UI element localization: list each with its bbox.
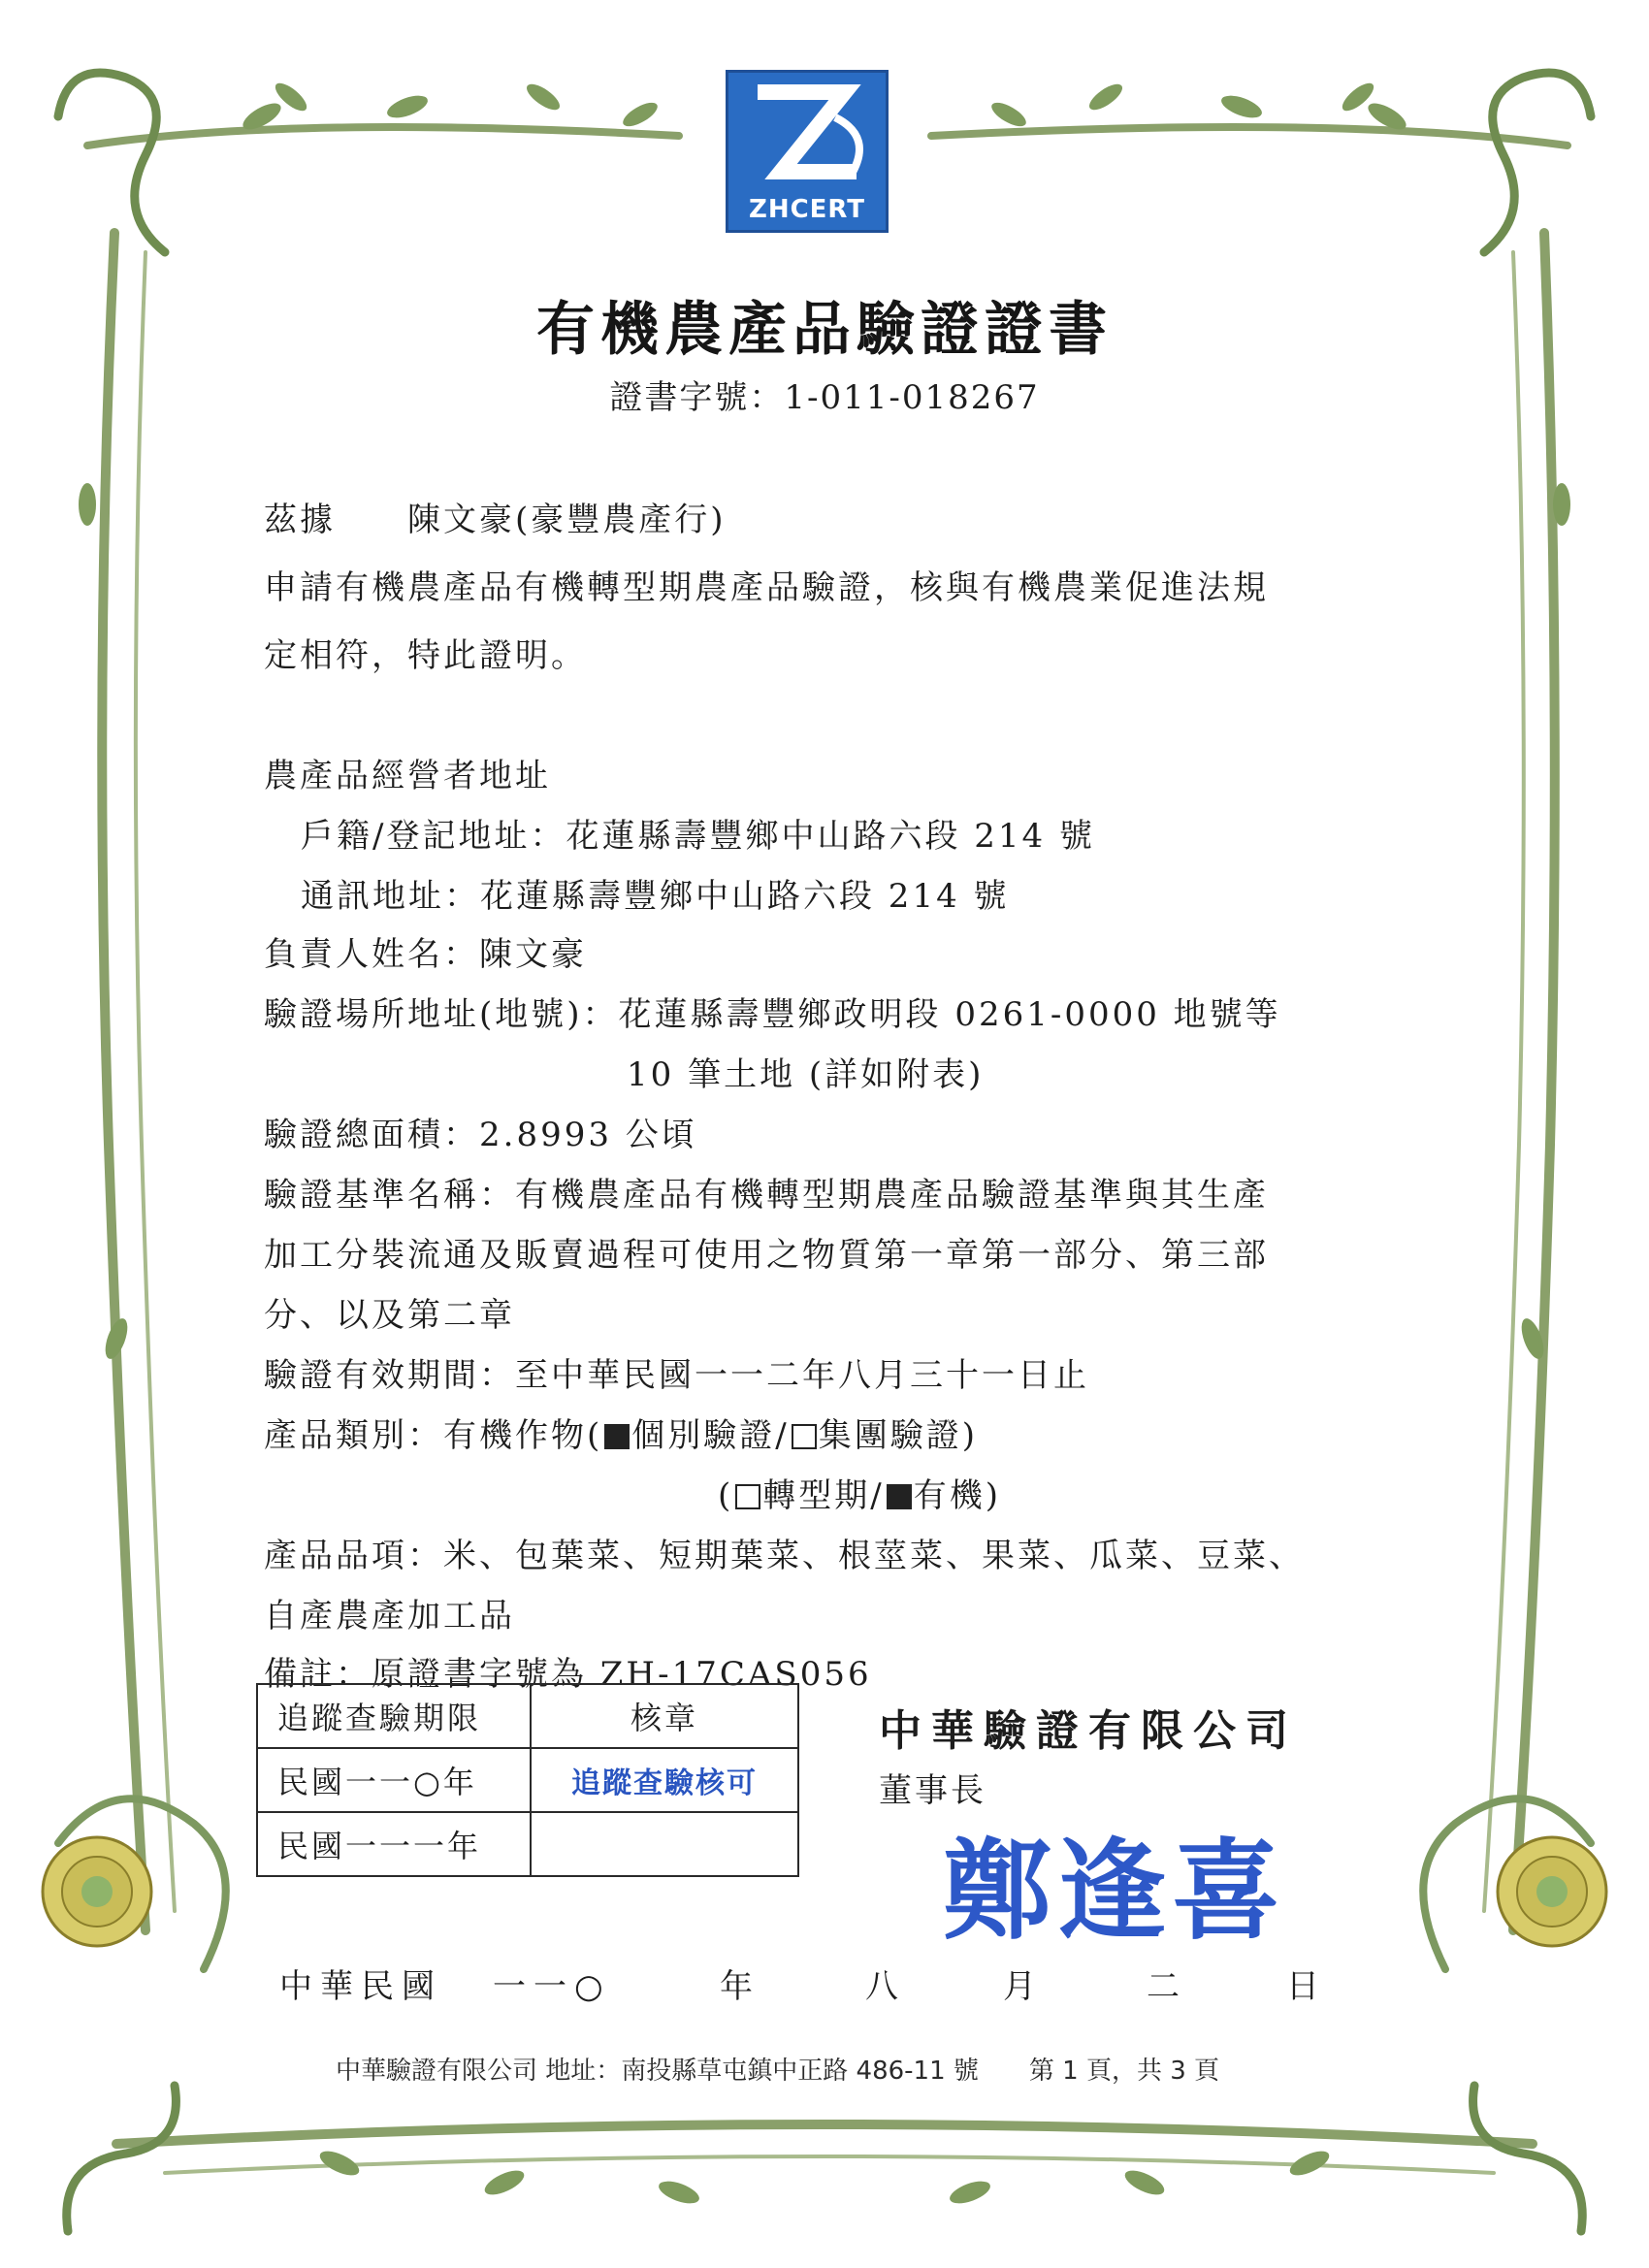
responsible-person: 負責人姓名：陳文豪: [264, 935, 587, 974]
certificate-title: 有機農產品驗證證書: [536, 296, 1113, 364]
left-flower-ornament: [43, 1837, 151, 1946]
statement-line-2: 定相符，特此證明。: [264, 636, 587, 675]
date-month-unit: 月: [1003, 1967, 1036, 2006]
product-stage: [718, 1469, 1001, 1516]
date-year: 一一○: [493, 1967, 611, 2006]
zhcert-logo: [726, 70, 889, 233]
product-category: [264, 1409, 978, 1456]
transition-checkbox-unchecked: [735, 1484, 760, 1509]
footer-company-address: 中華驗證有限公司 地址：南投縣草屯鎮中正路 486-11 號: [336, 2057, 979, 2086]
organic-checkbox-checked: [887, 1484, 912, 1509]
table-row: [257, 1748, 798, 1812]
group-checkbox-unchecked: [792, 1424, 817, 1449]
category-group: 集團驗證): [818, 1416, 978, 1455]
header-stamp: 核章: [531, 1684, 798, 1748]
date-day: 二: [1147, 1967, 1180, 2006]
approval-stamp: [531, 1748, 798, 1812]
operator-address-heading: 農產品經營者地址: [264, 757, 551, 795]
date-month: 八: [865, 1967, 898, 2006]
category-individual: 個別驗證/: [631, 1416, 790, 1455]
issuer-company: 中華驗證有限公司: [879, 1706, 1298, 1756]
row-year: 民國一一○年: [257, 1748, 531, 1812]
right-flower-ornament: [1498, 1837, 1606, 1946]
remark: 備註：原證書字號為 ZH-17CAS056: [264, 1655, 872, 1694]
product-items-line-2: 自產農產加工品: [264, 1597, 515, 1636]
date-year-unit: 年: [720, 1967, 753, 2006]
standard-line-1: 驗證基準名稱：有機農產品有機轉型期農產品驗證基準與其生產: [264, 1176, 1269, 1215]
standard-line-2: 加工分裝流通及販賣過程可使用之物質第一章第一部分、第三部: [264, 1236, 1269, 1275]
household-address: 戶籍/登記地址：花蓮縣壽豐鄉中山路六段 214 號: [301, 817, 1095, 856]
statement-line-1: 申請有機農產品有機轉型期農產品驗證，核與有機農業促進法規: [264, 568, 1269, 607]
logo-text: ZHCERT: [748, 195, 866, 224]
table-row: [257, 1812, 798, 1876]
chairman-signature: 鄭逢喜: [943, 1829, 1286, 1955]
stage-open-paren: (: [718, 1476, 734, 1515]
footer-page-info: 第 1 頁，共 3 頁: [1028, 2057, 1220, 2086]
mailing-address: 通訊地址：花蓮縣壽豐鄉中山路六段 214 號: [301, 877, 1010, 916]
standard-line-3: 分、以及第二章: [264, 1296, 515, 1335]
row-stamp-empty: [531, 1812, 798, 1876]
row-year: 民國一一一年: [257, 1812, 531, 1876]
grantee-line: 茲據 陳文豪(豪豐農產行): [264, 501, 727, 539]
date-day-unit: 日: [1286, 1967, 1319, 2006]
category-label: 產品類別：有機作物(: [264, 1416, 603, 1455]
footer: [336, 2051, 1219, 2087]
site-address-line-2: 10 筆土地 (詳如附表): [627, 1055, 985, 1094]
total-area: 驗證總面積：2.8993 公頃: [264, 1116, 697, 1154]
product-items-line-1: 產品品項：米、包葉菜、短期葉菜、根莖菜、果菜、瓜菜、豆菜、: [264, 1537, 1305, 1575]
certificate-number: 證書字號：1-011-018267: [609, 378, 1040, 417]
tracking-inspection-table: [256, 1683, 799, 1877]
chairman-title: 董事長: [879, 1771, 986, 1810]
table-header-row: [257, 1684, 798, 1748]
approval-stamp-text: 追蹤查驗核可: [571, 1766, 758, 1800]
header-period: 追蹤查驗期限: [257, 1684, 531, 1748]
individual-checkbox-checked: [604, 1424, 630, 1449]
date-era: 中華民國: [279, 1967, 442, 2006]
stage-organic: 有機): [913, 1476, 1001, 1515]
stage-transition: 轉型期/: [762, 1476, 885, 1515]
site-address-line-1: 驗證場所地址(地號)：花蓮縣壽豐鄉政明段 0261-0000 地號等: [264, 995, 1281, 1034]
zhcert-emblem-icon: [728, 79, 886, 193]
validity-period: 驗證有效期間：至中華民國一一二年八月三十一日止: [264, 1356, 1089, 1395]
